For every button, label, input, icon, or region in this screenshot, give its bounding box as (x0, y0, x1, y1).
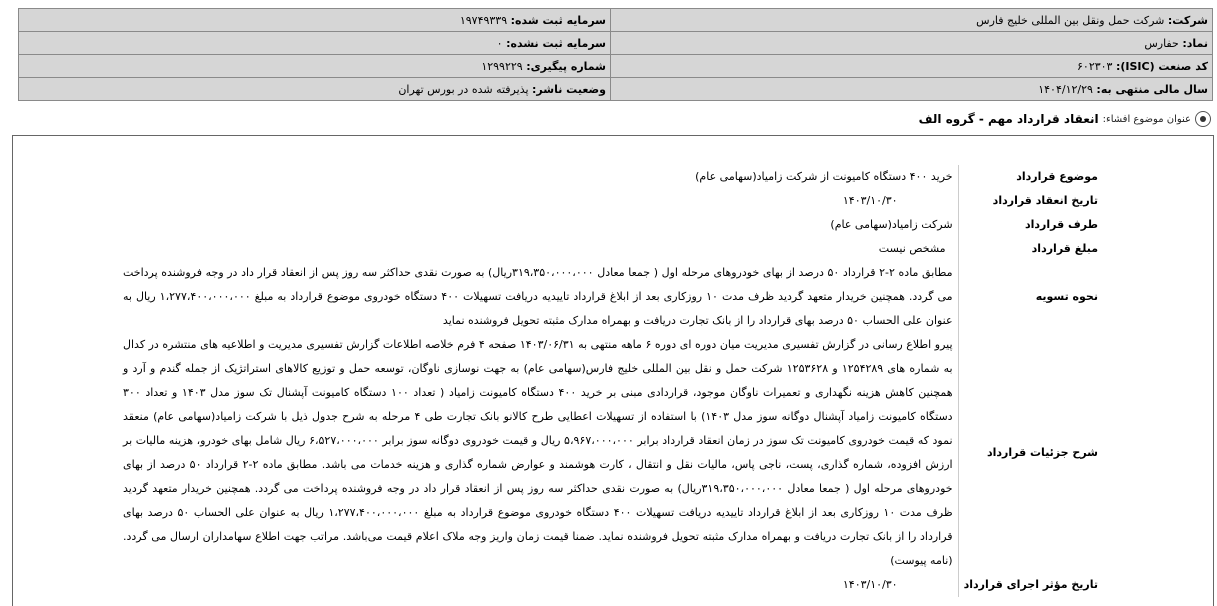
status-cell: وضعیت ناشر: پذیرفته شده در بورس تهران (19, 78, 611, 101)
detail-row: نحوه تسویه مطابق ماده ۲-۲ قرارداد ۵۰ درصد از بهای خودروهای مرحله اول ( جمعا معادل ۳۱۹،۳۵۰،۰۰۰،۰۰۰ریال) به صورت نقدی حداکثر سه روز پس از انعقاد قرار داد در وجه فروشنده پرداخت می گردد. همچنین خریدار متعهد گردید ظرف مدت ۱۰ روزکاری بعد از ابلاغ قرارداد تاییدیه دریافت تسهیلات ۴۰۰ دستگاه خودروی موضوع قرارداد به مبلغ ۱،۲۷۷،۴۰۰،۰۰۰،۰۰۰ ریال به عنوان علی الحساب ۵۰ درصد بهای قرارداد را از بانک تجارت دریافت و بهمراه مدارک مثبته تحویل فروشنده نماید (118, 261, 1103, 333)
detail-row: شرح جزئیات قرارداد پیرو اطلاع رسانی در گزارش تفسیری مدیریت میان دوره ای دوره ۶ ماهه منتهی به ۱۴۰۳/۰۶/۳۱ صفحه ۴ فرم خلاصه اطلاعات گزارش تفسیری مدیریت و اطلاعیه های منتشره در کدال به شماره های ۱۲۵۴۲۸۹ و ۱۲۵۳۶۲۸ شرکت حمل و نقل بین المللی خلیج فارس(سهامی عام) به جهت نوسازی ناوگان، توسعه حمل و توزیع کالاهای استراتژیک از جمله گندم و آرد و همچنین کاهش هزینه نگهداری و تعمیرات ناوگان موجود، قراردادی مبنی بر خرید ۴۰۰ دستگاه کامیونت زامیاد ( تعداد ۱۰۰ دستگاه کامیونت آپشنال تک سوز مدل ۱۴۰۳ و تعداد ۳۰۰ دستگاه کامیونت زامیاد آپشنال دوگانه سوز مدل ۱۴۰۳) با استفاده از تسهیلات اعطایی طرح کالانو بانک تجارت طی ۴ مرحله به شرح جدول ذیل با شرکت زامیاد(سهامی عام) منعقد نمود که قیمت خودروی کامیونت تک سوز در زمان انعقاد قرارداد برابر ۵،۹۶۷،۰۰۰،۰۰۰ ریال و قیمت خودروی دوگانه سوز برابر ۶،۵۲۷،۰۰۰،۰۰۰ ریال شامل بهای خودرو، هزینه مالیات بر ارزش افزوده، شماره گذاری، پست، ناجی پاس، مالیات نقل و انتقال ، کارت هوشمند و عوارض شماره گذاری و هزینه خدمات می باشد. مطابق ماده ۲-۲ قرارداد ۵۰ درصد از بهای خودروهای مرحله اول ( جمعا معادل ۳۱۹،۳۵۰،۰۰۰،۰۰۰ریال) به صورت نقدی حداکثر سه روز پس از انعقاد قرار داد در وجه فروشنده پرداخت می گردد. همچنین خریدار متعهد گردید ظرف مدت ۱۰ روزکاری بعد از ابلاغ قرارداد تاییدیه دریافت تسهیلات ۴۰۰ دستگاه خودروی موضوع قرارداد به مبلغ ۱،۲۷۷،۴۰۰،۰۰۰،۰۰۰ ریال به عنوان علی الحساب ۵۰ درصد بهای قرارداد را از بانک تجارت دریافت و بهمراه مدارک مثبته تحویل فروشنده نماید. ضمنا قیمت زمان واریز وجه ملاک اعلام قیمت می‌باشد. مراتب جهت اطلاع سهامداران ارسال می گردد.(نامه پیوست) (118, 333, 1103, 573)
disclosure-subject (919, 110, 1211, 128)
company-cell: شرکت: شرکت حمل ونقل بین المللی خلیج فارس (611, 9, 1213, 32)
isic: ۶۰۲۳۰۳ (1077, 59, 1113, 73)
fiscal-cell: سال مالی منتهی به: ۱۴۰۴/۱۲/۲۹ (611, 78, 1213, 101)
detail-row: مبلغ قرارداد مشخص نیست (118, 237, 1103, 261)
detail-row: طرف قرارداد شرکت زامیاد(سهامی عام) (118, 213, 1103, 237)
contract-details-table (118, 165, 1103, 597)
tracking-number: ۱۲۹۹۲۲۹ (481, 59, 523, 73)
tracking-cell: شماره پیگیری: ۱۲۹۹۲۲۹ (19, 55, 611, 78)
symbol-cell: نماد: حفارس (611, 32, 1213, 55)
company-name: شرکت حمل ونقل بین المللی خلیج فارس (976, 13, 1165, 27)
subject-title: انعقاد قرارداد مهم - گروه الف (918, 112, 1099, 126)
bullet-icon (1195, 111, 1211, 127)
company-info-table (18, 8, 1213, 101)
fiscal-year: ۱۴۰۴/۱۲/۲۹ (1038, 82, 1093, 96)
unreg-capital: ۰ (496, 36, 503, 50)
publisher-status: پذیرفته شده در بورس تهران (398, 82, 529, 96)
isic-cell: کد صنعت (ISIC): ۶۰۲۳۰۳ (611, 55, 1213, 78)
detail-row: تاریخ مؤثر اجرای قرارداد ۱۴۰۳/۱۰/۳۰ (118, 573, 1103, 597)
reg-capital-cell: سرمایه ثبت شده: ۱۹۷۴۹۳۳۹ (19, 9, 611, 32)
detail-row: تاریخ انعقاد قرارداد ۱۴۰۳/۱۰/۳۰ (118, 189, 1103, 213)
reg-capital: ۱۹۷۴۹۳۳۹ (459, 13, 508, 27)
unreg-capital-cell: سرمایه ثبت نشده: ۰ (19, 32, 611, 55)
symbol: حفارس (1144, 36, 1179, 50)
detail-row: موضوع قرارداد خرید ۴۰۰ دستگاه کامیونت از شرکت زامیاد(سهامی عام) (118, 165, 1103, 189)
subject-label: عنوان موضوع افشاء: (1102, 113, 1191, 125)
